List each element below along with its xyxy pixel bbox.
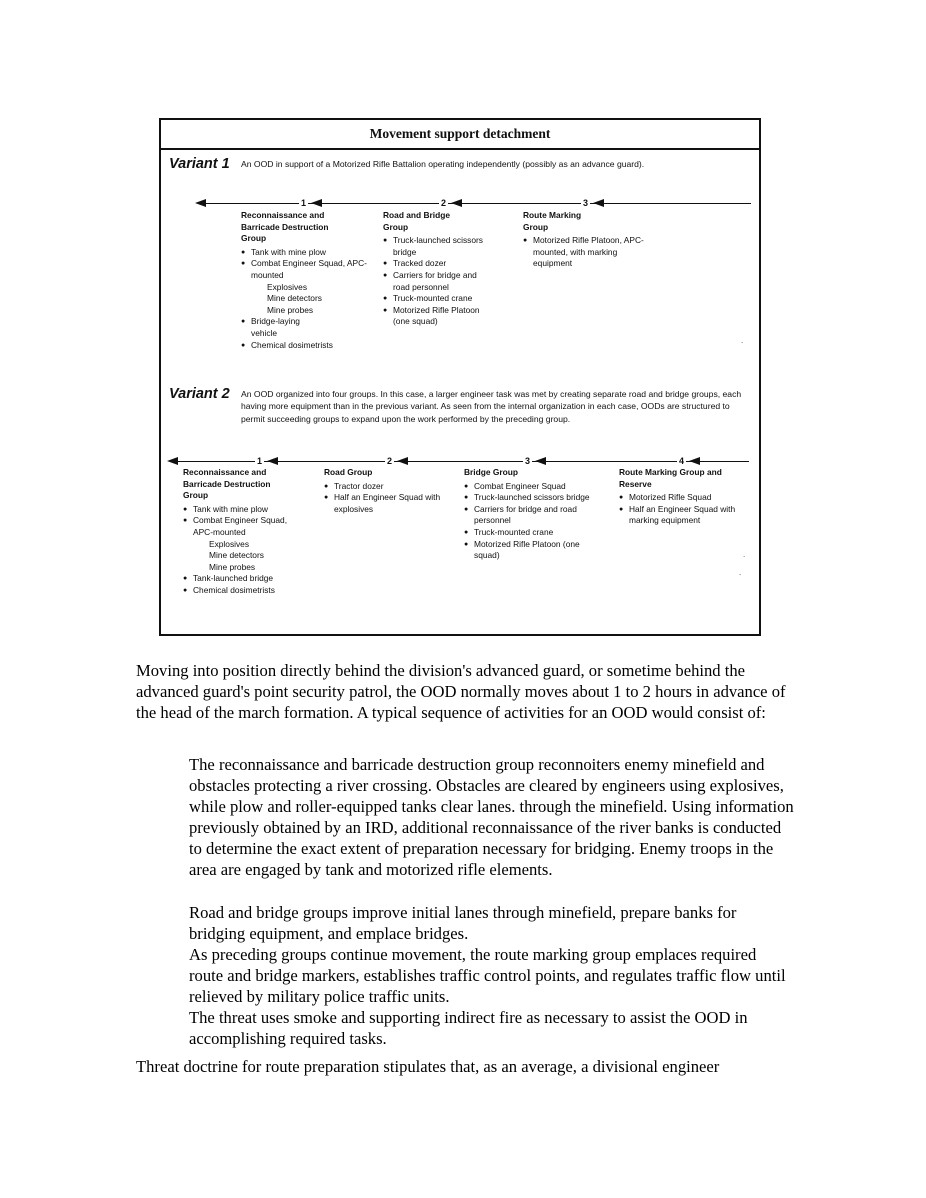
group-item: ● Truck-launched scissors bridge	[464, 492, 599, 504]
group-item: ● Carriers for bridge and road personnel	[383, 270, 495, 293]
variant2-group-3	[464, 467, 599, 562]
variant1-label: Variant 1	[169, 156, 230, 172]
group-item: ● Tank with mine plow	[183, 504, 308, 516]
group-item: ● Half an Engineer Squad with marking equipment	[619, 504, 755, 527]
group-subitem: Explosives	[209, 538, 250, 549]
variant2-step-1: 1	[257, 456, 263, 466]
group-item: ● Carriers for bridge and road personnel	[464, 504, 599, 527]
group-subitem: Mine detectors	[209, 550, 264, 561]
group-subitem: Mine probes	[209, 561, 256, 572]
figure-title: Movement support detachment	[161, 120, 759, 150]
group-item: ● Combat Engineer Squad	[464, 481, 599, 493]
variant2-group-1	[183, 467, 308, 597]
group-item: ● Tank-launched bridge	[183, 573, 308, 585]
movement-support-detachment-figure	[159, 118, 761, 636]
variant2-step-3: 3	[525, 456, 531, 466]
activity-item: Road and bridge groups improve initial lanes through minefield, prepare banks for bridging equipment, and emplace bridges.	[189, 903, 737, 943]
group-item: ● Motorized Rifle Platoon, APC-mounted, with marking equipment	[523, 235, 658, 270]
variant2-header	[169, 386, 749, 446]
group-item: ● Tractor dozer	[324, 481, 454, 493]
group-item: ● Motorized Rifle Platoon (one squad)	[464, 539, 599, 562]
variant1-description: An OOD in support of a Motorized Rifle Battalion operating independently (possibly as an advance guard).	[241, 159, 645, 169]
variant1-header	[169, 156, 749, 196]
variant1-step-3: 3	[583, 198, 589, 208]
variant2-label: Variant 2	[169, 386, 230, 402]
variant2-arrow-step4-icon	[535, 457, 546, 465]
variant2-arrow-left-icon	[167, 457, 178, 465]
group-item: ● Chemical dosimetrists	[241, 340, 371, 352]
activity-item: As preceding groups continue movement, the route marking group emplaces required route and bridge markers, establishes traffic control points, and regulates traffic flow until relieved by military police traffic units.	[189, 945, 786, 1006]
variant1-step-2: 2	[441, 198, 447, 208]
group-item: ● Motorized Rifle Platoon (one squad)	[383, 305, 495, 328]
variant1-flow-line	[199, 203, 751, 204]
group-subitem: Mine detectors	[267, 293, 322, 304]
group-title: Road and Bridge Group	[383, 210, 451, 232]
group-item: ● Half an Engineer Squad with explosives	[324, 492, 454, 515]
variant2-group-2	[324, 467, 454, 515]
variant1-arrow-step2-icon	[311, 199, 322, 207]
variant2-step-2: 2	[387, 456, 393, 466]
group-item: ● Motorized Rifle Squad	[619, 492, 755, 504]
group-title: Bridge Group	[464, 467, 518, 477]
variant1-arrow-left-icon	[195, 199, 206, 207]
variant2-step-4: 4	[679, 456, 685, 466]
group-subitem: Explosives	[267, 281, 308, 292]
group-item: ● Tracked dozer	[383, 258, 495, 270]
group-title: Reconnaissance and Barricade Destruction Group	[183, 467, 271, 501]
group-item	[183, 515, 308, 573]
group-item: ● Bridge-laying vehicle	[241, 316, 321, 339]
activity-item: The reconnaissance and barricade destruction group reconnoiters enemy minefield and obstacles protecting a river crossing. Obstacles are cleared by engineers using explosives, while plow and roller-equipped tanks clear lanes. through the minefield. Using information previously obtained by an IRD, additional reconnaissance of the river banks is conducted to determine the exact extent of preparation necessary for bridging. Enemy troops in the area are engaged by tank and motorized rifle elements.	[189, 755, 794, 879]
group-item	[241, 258, 371, 316]
group-title: Road Group	[324, 467, 373, 477]
scan-speck: .	[739, 568, 742, 577]
group-item: ● Truck-launched scissors bridge	[383, 235, 495, 258]
variant1-group-2	[383, 210, 495, 328]
variant1-group-3	[523, 210, 658, 270]
variant2-description: An OOD organized into four groups. In this case, a larger engineer task was met by creating separate road and bridge groups, each having more equipment than in the previous variant. As seen from the internal organization in each case, OODs are structured to permit succeeding groups to expand upon the work performed by the preceding group.	[241, 389, 742, 424]
variant2-group-4	[619, 467, 755, 527]
variant1-step-1: 1	[301, 198, 307, 208]
group-item-text: Combat Engineer Squad, APC-mounted	[193, 515, 288, 537]
variant1-group-1	[241, 210, 371, 351]
closing-paragraph: Threat doctrine for route preparation stipulates that, as an average, a divisional engineer	[136, 1057, 720, 1076]
group-subitem: Mine probes	[267, 304, 314, 315]
group-item: ● Chemical dosimetrists	[183, 585, 308, 597]
group-item: ● Truck-mounted crane	[464, 527, 599, 539]
group-title: Route Marking Group	[523, 210, 582, 232]
group-item: ● Truck-mounted crane	[383, 293, 495, 305]
intro-paragraph: Moving into position directly behind the division's advanced guard, or sometime behind the advanced guard's point security patrol, the OOD normally moves about 1 to 2 hours in advance of the head of the march formation. A typical sequence of activities for an OOD would consist of:	[136, 661, 786, 722]
group-item: ● Tank with mine plow	[241, 247, 371, 259]
group-item-text: Combat Engineer Squad, APC-mounted	[251, 258, 367, 280]
variant2-arrow-step3-icon	[397, 457, 408, 465]
scan-speck: .	[741, 336, 744, 345]
activity-item: The threat uses smoke and supporting indirect fire as necessary to assist the OOD in accomplishing required tasks.	[189, 1008, 748, 1048]
scan-speck: .	[743, 550, 746, 559]
group-title: Reconnaissance and Barricade Destruction Group	[241, 210, 329, 244]
variant2-arrow-right-icon	[689, 457, 700, 465]
variant1-arrow-step3-icon	[451, 199, 462, 207]
variant2-arrow-step2-icon	[267, 457, 278, 465]
variant1-arrow-right-icon	[593, 199, 604, 207]
group-title: Route Marking Group and Reserve	[619, 467, 722, 489]
